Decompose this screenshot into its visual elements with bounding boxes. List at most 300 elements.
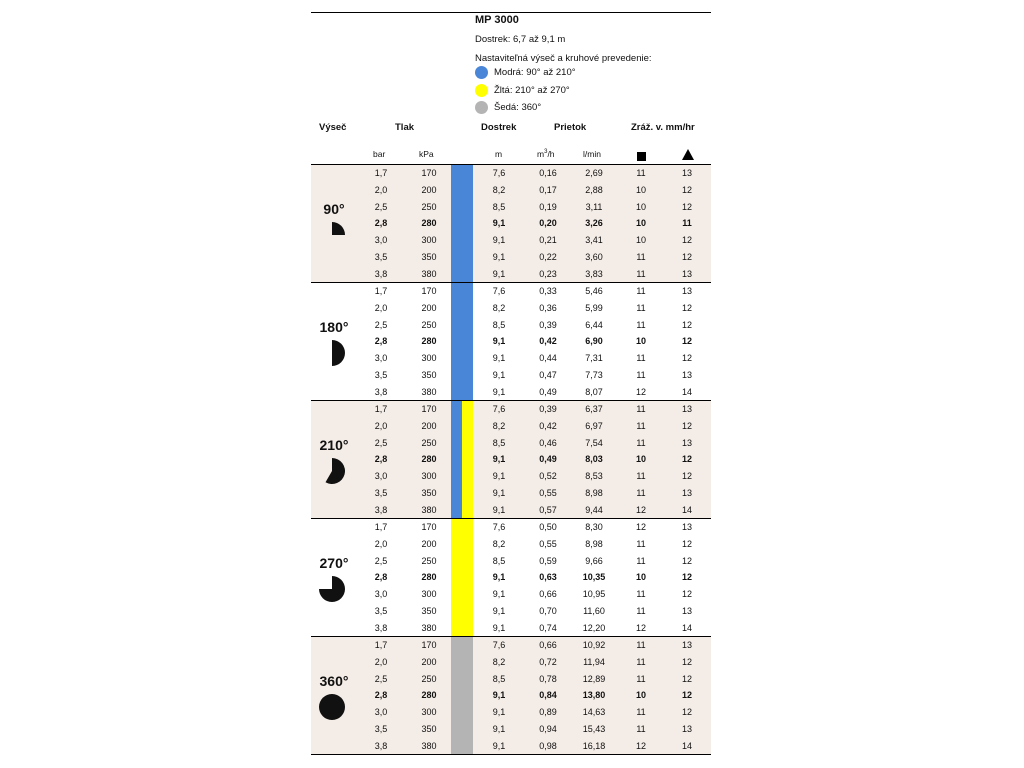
cell-sq: 10 (635, 184, 646, 195)
cell-bar: 3,0 (374, 589, 388, 600)
table-row (311, 553, 711, 570)
cell-m3h: 0,52 (539, 471, 557, 482)
table-row (311, 350, 711, 367)
cell-m: 8,5 (492, 555, 506, 566)
cell-m: 8,2 (492, 538, 506, 549)
cell-sq: 11 (636, 640, 646, 650)
yellow-dot-icon (475, 84, 488, 97)
cell-tri: 12 (681, 252, 692, 262)
cell-kpa: 300 (421, 707, 437, 718)
cell-lmin: 10,95 (582, 589, 606, 600)
cell-lmin: 7,73 (585, 370, 603, 380)
cell-bar: 2,0 (374, 656, 388, 667)
cell-m: 8,2 (492, 302, 506, 313)
cell-lmin: 16,18 (582, 740, 606, 751)
cell-bar: 3,5 (374, 370, 388, 380)
cell-m3h: 0,94 (539, 724, 557, 734)
table-row (311, 637, 711, 654)
cell-m3h: 0,33 (539, 286, 557, 296)
cell-bar: 3,0 (374, 471, 388, 482)
cell-lmin: 13,80 (582, 690, 606, 701)
cell-bar: 3,8 (374, 386, 388, 397)
performance-sheet (311, 0, 711, 768)
table-row (311, 182, 711, 199)
cell-m: 8,5 (492, 673, 506, 684)
cell-m3h: 0,44 (539, 353, 557, 364)
cell-kpa: 380 (421, 740, 437, 751)
cell-m3h: 0,19 (539, 201, 557, 212)
cell-lmin: 8,03 (585, 454, 603, 465)
cell-m: 8,5 (492, 319, 506, 330)
cell-kpa: 170 (421, 286, 437, 296)
cell-tri: 14 (681, 622, 692, 633)
subheader-bar: bar (373, 149, 386, 159)
cell-m3h: 0,74 (539, 622, 557, 633)
cell-lmin: 2,69 (585, 168, 603, 178)
header-range: Dostrek (481, 122, 517, 133)
cell-m: 9,1 (492, 252, 506, 262)
cell-m: 9,1 (492, 589, 506, 600)
cell-bar: 3,8 (374, 740, 388, 751)
cell-lmin: 14,63 (582, 707, 606, 718)
cell-bar: 3,5 (374, 488, 388, 498)
subheader-m: m (495, 149, 503, 159)
cell-tri: 12 (681, 420, 692, 431)
cell-sq: 11 (636, 286, 646, 296)
square-icon (637, 152, 646, 161)
cell-kpa: 250 (421, 201, 437, 212)
cell-tri: 12 (681, 538, 692, 549)
cell-bar: 2,8 (374, 218, 388, 229)
cell-lmin: 3,41 (585, 235, 603, 246)
sector-block (311, 401, 711, 519)
table-row (311, 367, 711, 384)
cell-tri: 12 (681, 353, 692, 364)
cell-lmin: 7,54 (585, 437, 603, 448)
cell-lmin: 8,53 (585, 471, 603, 482)
legend-label: Žltá: 210° až 270° (494, 84, 570, 96)
cell-m3h: 0,42 (539, 336, 557, 347)
cell-kpa: 200 (421, 538, 437, 549)
cell-sq: 10 (635, 235, 646, 246)
cell-kpa: 170 (421, 404, 437, 414)
cell-kpa: 200 (421, 420, 437, 431)
cell-m3h: 0,39 (539, 404, 557, 414)
cell-m: 8,2 (492, 656, 506, 667)
cell-lmin: 2,88 (585, 184, 603, 195)
cell-sq: 10 (635, 572, 646, 583)
cell-m3h: 0,72 (539, 656, 557, 667)
sector-label: 90° (323, 201, 345, 217)
sector-block (311, 165, 711, 283)
cell-tri: 12 (681, 302, 692, 313)
cell-kpa: 300 (421, 235, 437, 246)
subheader-m3h: $m^3/h$ (537, 149, 555, 159)
header-flow: Prietok (554, 122, 587, 133)
header-precip: Zráž. v. mm/hr (631, 122, 695, 133)
cell-m3h: 0,89 (539, 707, 557, 718)
cell-tri: 12 (681, 201, 692, 212)
cell-m3h: 0,70 (539, 606, 557, 616)
cell-bar: 3,8 (374, 268, 388, 279)
cell-tri: 12 (681, 235, 692, 246)
cell-sq: 10 (635, 336, 646, 347)
sector-label: 180° (319, 319, 349, 335)
cell-m3h: 0,21 (539, 235, 557, 246)
cell-sq: 11 (636, 370, 646, 380)
cell-m: 9,1 (492, 724, 506, 734)
cell-bar: 2,5 (374, 437, 388, 448)
cell-sq: 11 (636, 538, 646, 549)
cell-bar: 2,5 (374, 555, 388, 566)
cell-m3h: 0,47 (539, 370, 557, 380)
cell-lmin: 15,43 (582, 724, 606, 734)
adjustable-note: Nastaviteľná výseč a kruhové prevedenie: (475, 53, 652, 64)
cell-m3h: 0,50 (539, 522, 557, 532)
cell-bar: 1,7 (374, 404, 388, 414)
cell-m: 9,1 (492, 504, 506, 515)
table-row (311, 384, 711, 401)
cell-m3h: 0,49 (539, 454, 557, 465)
cell-bar: 2,5 (374, 319, 388, 330)
block-rule (311, 754, 711, 755)
cell-bar: 3,5 (374, 724, 388, 734)
cell-tri: 13 (681, 168, 692, 178)
cell-kpa: 350 (421, 488, 437, 498)
cell-tri: 13 (681, 522, 692, 532)
cell-sq: 11 (636, 606, 646, 616)
gray-dot-icon (475, 101, 488, 114)
cell-m3h: 0,84 (539, 690, 557, 701)
cell-bar: 2,5 (374, 201, 388, 212)
cell-tri: 12 (681, 336, 692, 347)
cell-lmin: 3,60 (585, 252, 603, 262)
cell-tri: 13 (681, 286, 692, 296)
cell-tri: 12 (681, 184, 692, 195)
cell-m: 9,1 (492, 471, 506, 482)
cell-bar: 3,0 (374, 353, 388, 364)
cell-tri: 13 (681, 404, 692, 414)
cell-lmin: 3,83 (585, 268, 603, 279)
cell-tri: 13 (681, 437, 692, 448)
cell-bar: 3,8 (374, 504, 388, 515)
cell-sq: 11 (636, 673, 646, 684)
cell-lmin: 10,35 (582, 572, 606, 583)
cell-lmin: 12,20 (582, 622, 606, 633)
cell-m: 9,1 (492, 488, 506, 498)
cell-m: 7,6 (492, 286, 506, 296)
sector-label: 360° (319, 673, 349, 689)
table-row (311, 283, 711, 300)
cell-lmin: 8,30 (585, 522, 603, 532)
table-row (311, 165, 711, 182)
cell-kpa: 300 (421, 589, 437, 600)
cell-tri: 11 (682, 218, 692, 229)
cell-lmin: 8,98 (585, 538, 603, 549)
cell-kpa: 280 (421, 690, 437, 701)
cell-bar: 2,0 (374, 538, 388, 549)
cell-lmin: 5,46 (585, 286, 603, 296)
cell-m: 9,1 (492, 268, 506, 279)
cell-bar: 1,7 (374, 522, 388, 532)
cell-sq: 11 (636, 656, 646, 667)
table-row (311, 468, 711, 485)
cell-sq: 11 (636, 420, 646, 431)
table-row (311, 451, 711, 468)
cell-sq: 11 (636, 471, 646, 482)
cell-tri: 13 (681, 606, 692, 616)
cell-bar: 2,5 (374, 673, 388, 684)
table-row (311, 721, 711, 738)
cell-m3h: 0,39 (539, 319, 557, 330)
legend-item-gray (475, 100, 541, 114)
cell-m3h: 0,57 (539, 504, 557, 515)
sector-block (311, 283, 711, 401)
table-row (311, 485, 711, 502)
cell-sq: 10 (635, 690, 646, 701)
cell-m: 9,1 (492, 572, 506, 583)
cell-m3h: 0,59 (539, 555, 557, 566)
cell-lmin: 5,99 (585, 302, 603, 313)
cell-lmin: 6,97 (585, 420, 603, 431)
cell-m: 9,1 (492, 740, 506, 751)
cell-sq: 12 (635, 740, 646, 751)
cell-kpa: 350 (421, 252, 437, 262)
cell-lmin: 9,66 (585, 555, 603, 566)
cell-tri: 13 (681, 724, 692, 734)
table-row (311, 333, 711, 350)
cell-kpa: 350 (421, 606, 437, 616)
cell-m: 9,1 (492, 336, 506, 347)
cell-bar: 3,0 (374, 707, 388, 718)
cell-kpa: 300 (421, 353, 437, 364)
cell-sq: 12 (635, 622, 646, 633)
cell-m3h: 0,78 (539, 673, 557, 684)
cell-kpa: 350 (421, 370, 437, 380)
cell-kpa: 170 (421, 168, 437, 178)
cell-bar: 3,5 (374, 252, 388, 262)
cell-kpa: 380 (421, 268, 437, 279)
table-row (311, 418, 711, 435)
header-pressure: Tlak (395, 122, 415, 133)
cell-sq: 11 (636, 404, 646, 414)
cell-lmin: 6,90 (585, 336, 603, 347)
table-row (311, 300, 711, 317)
sector-label: 210° (319, 437, 349, 453)
cell-sq: 11 (636, 302, 646, 313)
cell-bar: 2,8 (374, 336, 388, 347)
cell-kpa: 280 (421, 336, 437, 347)
cell-lmin: 8,07 (585, 386, 603, 397)
cell-m: 7,6 (492, 522, 506, 532)
cell-m: 8,2 (492, 420, 506, 431)
table-row (311, 401, 711, 418)
table-row (311, 654, 711, 671)
cell-m3h: 0,55 (539, 538, 557, 549)
table-row (311, 704, 711, 721)
cell-bar: 2,0 (374, 420, 388, 431)
cell-sq: 11 (636, 589, 646, 600)
cell-m3h: 0,23 (539, 268, 557, 279)
cell-sq: 11 (636, 268, 646, 279)
cell-kpa: 380 (421, 386, 437, 397)
cell-sq: 11 (636, 707, 646, 718)
cell-sq: 11 (636, 724, 646, 734)
cell-tri: 12 (681, 656, 692, 667)
cell-kpa: 380 (421, 504, 437, 515)
cell-bar: 3,0 (374, 235, 388, 246)
cell-bar: 1,7 (374, 286, 388, 296)
cell-bar: 3,8 (374, 622, 388, 633)
cell-bar: 2,8 (374, 690, 388, 701)
cell-m: 8,5 (492, 437, 506, 448)
table-row (311, 502, 711, 519)
legend-label: Modrá: 90° až 210° (494, 66, 576, 78)
cell-kpa: 280 (421, 572, 437, 583)
cell-m3h: 0,17 (539, 184, 557, 195)
cell-kpa: 250 (421, 319, 437, 330)
cell-tri: 14 (681, 504, 692, 515)
cell-sq: 11 (636, 488, 646, 498)
cell-bar: 2,0 (374, 184, 388, 195)
table-row (311, 232, 711, 249)
cell-sq: 12 (635, 522, 646, 532)
cell-m: 9,1 (492, 218, 506, 229)
cell-bar: 1,7 (374, 168, 388, 178)
cell-lmin: 10,92 (582, 640, 606, 650)
cell-sq: 11 (636, 319, 646, 330)
cell-tri: 12 (681, 589, 692, 600)
cell-tri: 12 (681, 454, 692, 465)
legend-item-blue (475, 65, 576, 79)
cell-tri: 14 (681, 386, 692, 397)
cell-tri: 14 (681, 740, 692, 751)
cell-lmin: 11,60 (583, 606, 605, 616)
legend-label: Šedá: 360° (494, 101, 542, 113)
cell-kpa: 200 (421, 302, 437, 313)
cell-m: 9,1 (492, 606, 506, 616)
cell-m3h: 0,46 (539, 437, 557, 448)
sector-block (311, 637, 711, 755)
cell-sq: 10 (635, 201, 646, 212)
cell-m3h: 0,55 (539, 488, 557, 498)
cell-kpa: 300 (421, 471, 437, 482)
cell-sq: 12 (635, 386, 646, 397)
table-row (311, 317, 711, 334)
table-row (311, 569, 711, 586)
cell-kpa: 380 (421, 622, 437, 633)
cell-sq: 12 (635, 504, 646, 515)
cell-kpa: 250 (421, 437, 437, 448)
table-row (311, 536, 711, 553)
cell-m3h: 0,16 (539, 168, 557, 178)
cell-m: 7,6 (492, 168, 506, 178)
cell-sq: 11 (636, 353, 646, 364)
cell-m: 8,2 (492, 184, 506, 195)
cell-m: 9,1 (492, 353, 506, 364)
cell-kpa: 200 (421, 656, 437, 667)
cell-m: 9,1 (492, 690, 506, 701)
cell-kpa: 280 (421, 454, 437, 465)
table-row (311, 620, 711, 637)
blue-dot-icon (475, 66, 488, 79)
cell-bar: 2,8 (374, 572, 388, 583)
cell-kpa: 170 (421, 522, 437, 532)
subheader-lmin: l/min (583, 149, 601, 159)
cell-tri: 13 (681, 488, 692, 498)
cell-tri: 12 (681, 690, 692, 701)
cell-tri: 13 (681, 268, 692, 279)
cell-lmin: 3,26 (585, 218, 603, 229)
cell-bar: 2,8 (374, 454, 388, 465)
cell-bar: 1,7 (374, 640, 388, 650)
legend-item-yellow (475, 83, 570, 97)
table-row (311, 586, 711, 603)
cell-m3h: 0,22 (539, 252, 557, 262)
cell-tri: 12 (681, 707, 692, 718)
cell-sq: 10 (635, 454, 646, 465)
cell-lmin: 11,94 (583, 656, 605, 667)
table-row (311, 249, 711, 266)
cell-m: 7,6 (492, 404, 506, 414)
cell-lmin: 3,11 (585, 201, 603, 212)
cell-kpa: 250 (421, 555, 437, 566)
cell-kpa: 200 (421, 184, 437, 195)
cell-sq: 11 (636, 168, 646, 178)
table-row (311, 603, 711, 620)
cell-sq: 11 (636, 555, 646, 566)
cell-m3h: 0,66 (539, 640, 557, 650)
cell-m: 9,1 (492, 370, 506, 380)
cell-m: 9,1 (492, 707, 506, 718)
cell-tri: 12 (681, 319, 692, 330)
range-spec: Dostrek: 6,7 až 9,1 m (475, 34, 566, 45)
product-title: MP 3000 (475, 14, 519, 26)
cell-sq: 10 (635, 218, 646, 229)
cell-kpa: 350 (421, 724, 437, 734)
cell-lmin: 12,89 (582, 673, 606, 684)
cell-m3h: 0,20 (539, 218, 557, 229)
cell-sq: 11 (636, 437, 646, 448)
cell-lmin: 8,98 (585, 488, 603, 498)
cell-tri: 13 (681, 640, 692, 650)
cell-tri: 13 (681, 370, 692, 380)
cell-m3h: 0,49 (539, 386, 557, 397)
table-row (311, 738, 711, 755)
cell-m: 9,1 (492, 622, 506, 633)
sector-label: 270° (319, 555, 349, 571)
cell-tri: 12 (681, 673, 692, 684)
cell-m3h: 0,42 (539, 420, 557, 431)
cell-sq: 11 (636, 252, 646, 262)
cell-kpa: 250 (421, 673, 437, 684)
cell-m3h: 0,36 (539, 302, 557, 313)
cell-m3h: 0,66 (539, 589, 557, 600)
cell-lmin: 6,37 (585, 404, 603, 414)
cell-tri: 12 (681, 555, 692, 566)
cell-m: 8,5 (492, 201, 506, 212)
table-row (311, 435, 711, 452)
cell-lmin: 6,44 (585, 319, 603, 330)
sector-block (311, 519, 711, 637)
top-rule (311, 12, 711, 13)
table-row (311, 266, 711, 283)
cell-lmin: 7,31 (585, 353, 603, 364)
cell-m: 9,1 (492, 454, 506, 465)
table-row (311, 199, 711, 216)
cell-m: 9,1 (492, 235, 506, 246)
cell-m: 9,1 (492, 386, 506, 397)
